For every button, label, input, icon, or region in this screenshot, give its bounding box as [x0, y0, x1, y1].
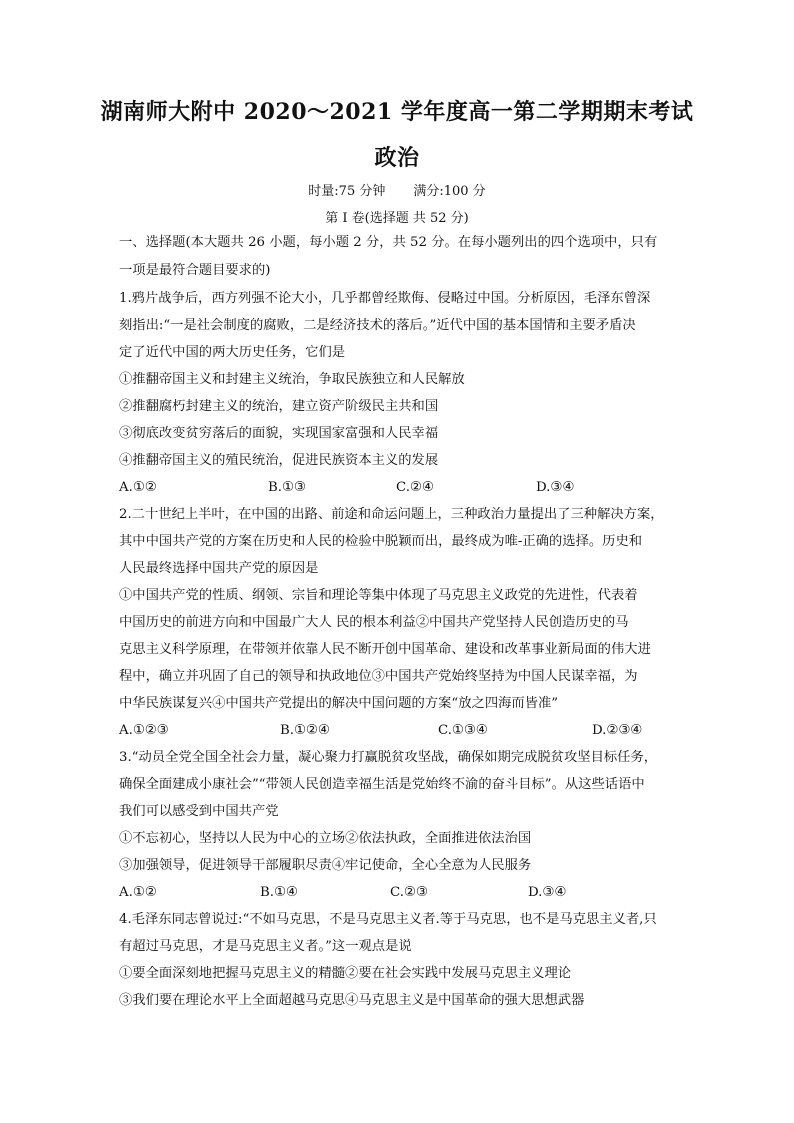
- option-d: D.③④: [528, 885, 567, 900]
- statement-line: 中国历史的前进方向和中国最广大人 民的根本利益②中国共产党坚持人民创造历史的马: [119, 615, 629, 630]
- option-a: A.①②: [119, 480, 157, 495]
- question-line: 4.毛泽东同志曾说过:“不如马克思，不是马克思主义者.等于马克思，也不是马克思主义者,只: [119, 912, 657, 927]
- question-line: 我们可以感受到中国共产党: [119, 804, 279, 819]
- exam-info: [0, 180, 794, 199]
- question-line: 定了近代中国的两大历史任务，它们是: [119, 345, 346, 360]
- option-c: C.②③: [390, 885, 428, 900]
- option-b: B.①②④: [280, 723, 330, 738]
- subject-title: 政治: [374, 145, 420, 171]
- option-c: C.①③④: [438, 723, 488, 738]
- intro-line: 一、选择题(本大题共 26 小题，每小题 2 分，共 52 分。在每小题列出的四个选项中，只有: [119, 235, 658, 250]
- statement-line: 中华民族谋复兴④中国共产党提出的解决中国问题的方案“放之四海而皆准”: [119, 696, 559, 711]
- statement-line: ③彻底改变贫穷落后的面貌，实现国家富强和人民幸福: [119, 426, 439, 441]
- question-line: 人民最终选择中国共产党的原因是: [119, 561, 319, 576]
- statement-line: 程中，确立并巩固了自己的领导和执政地位③中国共产党始终坚持为中国人民谋幸福，为: [119, 669, 638, 684]
- question-line: 其中中国共产党的方案在历史和人民的检验中脱颖而出，最终成为唯-正确的选择。历史和: [119, 534, 643, 549]
- intro-line: 一项是最符合题目要求的): [119, 263, 271, 278]
- option-a: A.①②: [119, 885, 157, 900]
- statement-line: ①中国共产党的性质、纲领、宗旨和理论等集中体现了马克思主义政党的先进性，代表着: [119, 588, 638, 603]
- statement-line: ④推翻帝国主义的殖民统治，促进民族资本主义的发展: [119, 453, 439, 468]
- statement-line: ①要全面深刻地把握马克思主义的精髓②要在社会实践中发展马克思主义理论: [119, 966, 572, 981]
- score-label: 满分:100 分: [413, 184, 486, 199]
- statement-line: 克思主义科学原理，在带领并依靠人民不断开创中国革命、建设和改革事业新局面的伟大进: [119, 642, 651, 657]
- option-d: D.②③④: [592, 723, 643, 738]
- statement-line: ③加强领导，促进领导干部履职尽责④牢记使命，全心全意为人民服务: [119, 858, 532, 873]
- question-line: 2.二十世纪上半叶，在中国的出路、前途和命运问题上，三种政治力量提出了三种解决方案，: [119, 507, 664, 522]
- statement-line: ①不忘初心，坚持以人民为中心的立场②依法执政，全面推进依法治国: [119, 831, 532, 846]
- option-c: C.②④: [396, 480, 434, 495]
- question-line: 刻指出:“一是社会制度的腐败，二是经济技术的落后。”近代中国的基本国情和主要矛盾决: [119, 318, 636, 333]
- option-b: B.①④: [260, 885, 298, 900]
- question-line: 3.“动员全党全国全社会力量，凝心聚力打赢脱贫攻坚战，确保如期完成脱贫攻坚目标任务，: [119, 750, 658, 765]
- statement-line: ①推翻帝国主义和封建主义统治，争取民族独立和人民解放: [119, 372, 465, 387]
- question-line: 确保全面建成小康社会”“带领人民创造幸福生活是党始终不渝的奋斗目标”。从这些话语中: [119, 777, 645, 792]
- question-line: 1.鸦片战争后，西方列强不论大小，几乎都曾经欺侮、侵略过中国。分析原因，毛泽东曾深: [119, 291, 651, 306]
- exam-title: 湖南师大附中 2020～2021 学年度高一第二学期期末考试: [100, 99, 694, 125]
- question-line: 有超过马克思，才是马克思主义者。”这一观点是说: [119, 939, 412, 954]
- statement-line: ③我们要在理论水平上全面超越马克思④马克思主义是中国革命的强大思想武器: [119, 993, 585, 1008]
- section-heading: 第 I 卷(选择题 共 52 分): [325, 211, 469, 226]
- option-d: D.③④: [536, 480, 575, 495]
- option-b: B.①③: [268, 480, 306, 495]
- option-a: A.①②③: [119, 723, 169, 738]
- statement-line: ②推翻腐朽封建主义的统治，建立资产阶级民主共和国: [119, 399, 439, 414]
- time-label: 时量:75 分钟: [308, 184, 386, 199]
